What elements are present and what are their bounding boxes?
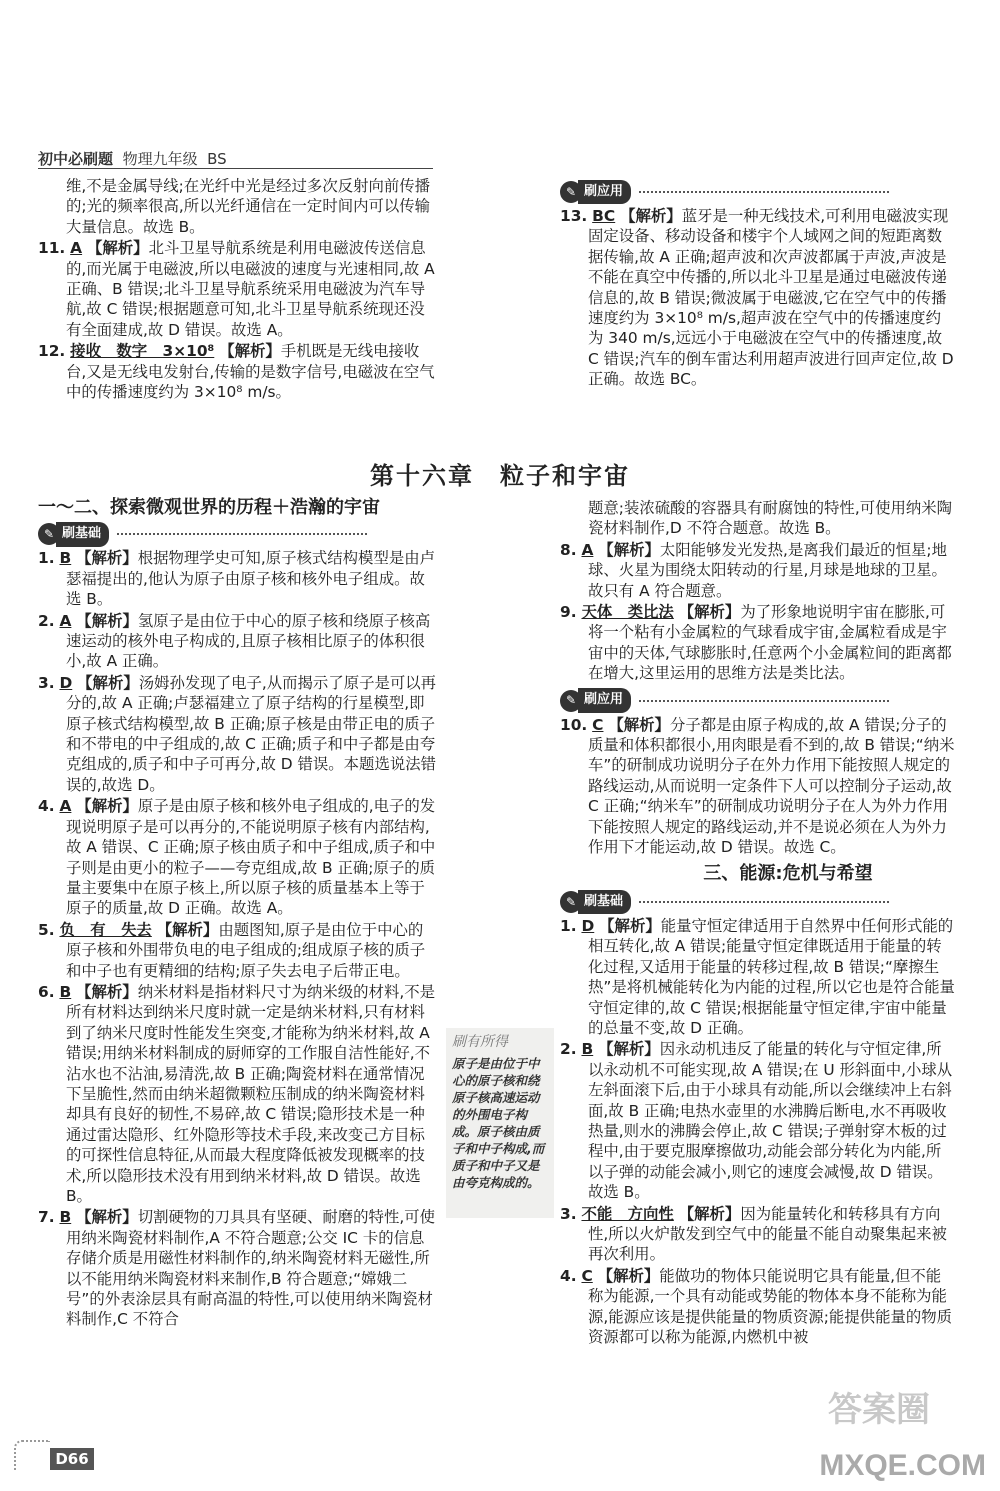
item-answer: B: [59, 549, 72, 568]
item-number: 1.: [38, 549, 55, 568]
answer-item: [560, 1204, 956, 1265]
item-number: 5.: [38, 920, 55, 939]
answer-item: [560, 1039, 956, 1202]
item-answer: BC: [592, 207, 616, 225]
chapter-title: 第十六章 粒子和宇宙: [370, 462, 630, 490]
watermark-logo: 答案圈: [828, 1390, 930, 1430]
item-number: 6.: [38, 982, 55, 1001]
brush-icon: ✎: [38, 523, 60, 545]
item-answer: C: [592, 715, 604, 734]
item-number: 13.: [560, 207, 588, 225]
item-answer: 负 有 失去: [59, 920, 152, 939]
item-answer: A: [581, 540, 594, 559]
answer-item: [560, 206, 956, 390]
item-answer: B: [581, 1040, 594, 1059]
right-top-items: [560, 206, 956, 390]
item-number: 4.: [560, 1266, 577, 1285]
item-number: 3.: [38, 673, 55, 692]
header-divider: [38, 168, 433, 169]
item-number: 12.: [38, 342, 66, 361]
analysis-label: 【解析】: [598, 1040, 660, 1059]
item-number: 2.: [560, 1040, 577, 1059]
item-number: 8.: [560, 540, 577, 559]
tag-basic: ✎ 刷基础: [38, 522, 367, 546]
item-answer: B: [59, 1208, 72, 1227]
watermark: MXQE.COM: [819, 1449, 986, 1482]
item-text: 因为能量转化和转移具有方向性,所以火炉散发到空气中的能量不能自动聚集起来被再次利用。: [588, 1204, 947, 1264]
answer-item: [560, 916, 956, 1038]
item-text: 能做功的物体只能说明它具有能量,但不能称为能源,一个具有动能或势能的物体本身不能称为能源,能源应该是提供能量的物质资源;能提供能量的物质资源都可以称为能源,内燃机中被: [588, 1266, 953, 1347]
item-text: 分子都是由原子构成的,故 A 错误;分子的质量和体积都很小,用肉眼是看不到的,故 B 错误;“纳米车”的研制成功说明分子在外力作用下能按照人规定的路线运动,从而说明一定条件下人可以控制分子运动,故 C 正确;“纳米车”的研制成功说明分子在人为外力作用下能按照人规定的路线运动,并不是说必须在人为外力作用下才能运动,故 D 错误。故选 C。: [588, 715, 955, 857]
item-text: 因永动机违反了能量的转化与守恒定律,所以永动机不可能实现,故 A 错误;在 U 形斜面中,小球从左斜面滚下后,由于小球具有动能,所以会继续冲上右斜面,故 B 正确;电热水壶里的水沸腾后断电,水不再吸收热量,则水的沸腾会停止,故 C 错误;子弹射穿木板的过程中,由于要克服摩擦做功,动能会部分转化为内能,所以子弹的动能会减小,则它的速度会减慢,故 D 错误。故选 B。: [588, 1040, 953, 1202]
item-number: 10.: [560, 715, 588, 734]
analysis-label: 【解析】: [597, 1266, 660, 1285]
side-note: [446, 1028, 554, 1218]
analysis-label: 【解析】: [76, 982, 138, 1001]
tag-apply-2: ✎ 刷应用: [560, 689, 889, 713]
right-top-column: [560, 176, 956, 391]
item-text: 根据物理学史可知,原子核式结构模型是由卢瑟福提出的,他认为原子由原子核和核外电子组成。故选 B。: [66, 549, 436, 609]
analysis-label: 【解析】: [678, 1204, 741, 1223]
item-text: 为了形象地说明宇宙在膨胀,可将一个粘有小金属粒的气球看成宇宙,金属粒看成是宇宙中的天体,气球膨胀时,任意两个小金属粒间的距离都在增大,这里运用的思维方法是类比法。: [588, 603, 952, 683]
item-text: 汤姆孙发现了电子,从而揭示了原子是可以再分的,故 A 正确;卢瑟福建立了原子结构的行星模型,即原子核式结构模型,故 B 正确;原子核是由带正电的质子和不带电的中子组成的,故 C 正确;质子和中子都是由夸克组成的,质子和中子可再分,故 D 错误。本题选说法错误的,故选 D。: [66, 673, 437, 794]
answer-item: [38, 238, 438, 340]
dotted-line: [639, 700, 889, 702]
item-text: 北斗卫星导航系统是利用电磁波传送信息的,而光属于电磁波,所以电磁波的速度与光速相同,故 A 正确、B 错误;北斗卫星导航系统采用电磁波为汽车导航,故 C 错误;根据题意可知,北斗卫星导航系统现还没有全面建成,故 D 错误。故选 A。: [66, 239, 435, 339]
item-text: 切割硬物的刀具具有坚硬、耐磨的特性,可使用纳米陶瓷材料制作,A 不符合题意;公交 IC 卡的信息存储介质是用磁性材料制作的,纳米陶瓷材料无磁性,所以不能用纳米陶瓷材料来制作,B 符合题意;“嫦娥二号”的外表涂层具有耐高温的特性,可以使用纳米陶瓷材料制作,C 不符合: [66, 1208, 436, 1329]
analysis-label: 【解析】: [77, 673, 139, 692]
item-answer: D: [59, 673, 73, 692]
item-number: 3.: [560, 1204, 577, 1223]
subject-name: 物理九年级: [122, 150, 198, 168]
answer-item: [560, 715, 956, 858]
item-answer: 接收 数字 3×10⁸: [70, 342, 215, 361]
book-name: 初中必刷题: [38, 150, 114, 168]
side-note-text: 原子是由位于中心的原子核和绕原子核高速运动的外围电子构成。原子核由质子和中子构成,而质子和中子又是由夸克构成的。: [452, 1056, 545, 1190]
answer-item: [560, 1266, 956, 1348]
item-answer: A: [59, 611, 72, 630]
left-top-column: [38, 176, 438, 403]
item-answer: 不能 方向性: [581, 1204, 674, 1223]
brush-icon: ✎: [560, 891, 582, 913]
analysis-label: 【解析】: [76, 797, 138, 816]
answer-item: [560, 540, 956, 601]
item-answer: D: [581, 916, 595, 935]
answer-item: [38, 176, 438, 237]
item-text: 蓝牙是一种无线技术,可利用电磁波实现固定设备、移动设备和楼宇个人域网之间的短距离数据传输,故 A 正确;超声波和次声波都属于声波,声波是不能在真空中传播的,所以北斗卫星是通过电磁波传递信息的,故 B 错误;微波属于电磁波,它在空气中的传播速度约为 3×10⁸ m/s,超声波在空气中的传播速度约为 340 m/s,远远小于电磁波在空气中的传播速度,故 C 错误;汽车的倒车雷达利用超声波进行回声定位,故 D 正确。故选 BC。: [588, 207, 954, 389]
item-text: 氢原子是由位于中心的原子核和绕原子核高速运动的核外电子构成的,且原子核相比原子的体积很小,故 A 正确。: [66, 611, 431, 671]
right-items-3: [560, 916, 956, 1348]
item-text: 纳米材料是指材料尺寸为纳米级的材料,不是所有材料达到纳米尺度时就一定是纳米材料,只有材料到了纳米尺度时性能发生突变,才能称为纳米材料,故 A 错误;用纳米材料制成的厨师穿的工作服自洁性能好,不沾水也不沾油,易清洗,故 B 正确;陶瓷材料在通常情况下呈脆性,然而由纳米超微颗粒压制成的纳米陶瓷材料却具有良好的韧性,不易碎,故 C 错误;隐形技术是一种通过雷达隐形、红外隐形等技术手段,来改变己方目标的可探性信息特征,从而最大程度降低被发现概率的技术,所以隐形技术没有用到纳米材料,故 D 错误。故选 B。: [66, 982, 436, 1205]
item-text: 能量守恒定律适用于自然界中任何形式能的相互转化,故 A 错误;能量守恒定律既适用于能量的转化过程,又适用于能量的转移过程,故 B 错误;“摩擦生热”是将机械能转化为内能的过程,所以它也是符合能量守恒定律的,故 C 错误;根据能量守恒定律,宇宙中能量的总量不变,故 D 正确。: [588, 916, 955, 1037]
item-answer: A: [70, 239, 83, 258]
tag-apply: ✎ 刷应用: [560, 180, 889, 204]
item-text: 太阳能够发光发热,是离我们最近的恒星;地球、火星为围绕太阳转动的行星,月球是地球的卫星。故只有 A 符合题意。: [588, 540, 947, 600]
page-number: D66: [50, 1448, 94, 1470]
item-answer: 天体 类比法: [581, 603, 674, 622]
item-number: 11.: [38, 239, 66, 258]
item-text: 维,不是金属导线;在光纤中光是经过多次反射向前传播的;光的频率很高,所以光纤通信在一定时间内可以传输大量信息。故选 B。: [66, 177, 431, 236]
item-number: 2.: [38, 611, 55, 630]
side-note-title: 刷有所得: [452, 1034, 508, 1050]
brush-icon: ✎: [560, 690, 582, 712]
right-items-1: [560, 498, 956, 684]
brush-icon: ✎: [560, 181, 582, 203]
section-title-1: 一～二、探索微观世界的历程＋浩瀚的宇宙: [38, 497, 380, 518]
answer-item: [38, 673, 438, 795]
answer-item: [38, 611, 438, 672]
dotted-line: [117, 533, 367, 535]
answer-item: [38, 341, 438, 402]
item-text: 由题图知,原子是由位于中心的原子核和外围带负电的电子组成的;组成原子核的质子和中子也有更精细的结构;原子失去电子后带正电。: [66, 920, 426, 980]
answer-item: [560, 602, 956, 684]
left-items: [38, 548, 438, 1329]
analysis-label: 【解析】: [678, 603, 741, 622]
analysis-label: 【解析】: [76, 1208, 138, 1227]
item-answer: C: [581, 1266, 593, 1285]
left-main-column: [38, 498, 438, 1331]
answer-item: [38, 982, 438, 1206]
analysis-label: 【解析】: [599, 916, 661, 935]
right-items-2: [560, 715, 956, 858]
dotted-line: [639, 191, 889, 193]
dotted-line: [639, 901, 889, 903]
analysis-label: 【解析】: [620, 207, 682, 225]
item-text: 手机既是无线电接收台,又是无线电发射台,传输的是数字信号,电磁波在空气中的传播速度约为 3×10⁸ m/s。: [66, 342, 435, 402]
item-text: 题意;装浓硫酸的容器具有耐腐蚀的特性,可使用纳米陶瓷材料制作,D 不符合题意。故选 B。: [588, 499, 953, 538]
answer-item: [560, 498, 956, 539]
tag-basic-2: ✎ 刷基础: [560, 890, 889, 914]
item-answer: A: [59, 797, 72, 816]
analysis-label: 【解析】: [87, 239, 149, 258]
item-number: 7.: [38, 1208, 55, 1227]
right-main-column: [560, 498, 956, 1348]
item-text: 原子是由原子核和核外电子组成的,电子的发现说明原子是可以再分的,不能说明原子核有内部结构,故 A 错误、C 正确;原子核由质子和中子组成,质子和中子则是由更小的粒子——夸克组成,故 B 正确;原子的质量主要集中在原子核上,所以原子核的质量基本上等于原子的质量,故 D 正确。故选 A。: [66, 797, 436, 918]
analysis-label: 【解析】: [598, 540, 660, 559]
answer-item: [38, 1207, 438, 1329]
analysis-label: 【解析】: [156, 920, 219, 939]
analysis-label: 【解析】: [76, 549, 138, 568]
answer-item: [38, 796, 438, 918]
edition: BS: [207, 150, 227, 168]
item-number: 1.: [560, 916, 577, 935]
answer-item: [38, 920, 438, 981]
analysis-label: 【解析】: [76, 611, 138, 630]
item-number: 9.: [560, 603, 577, 622]
section-title-3: 三、能源:危机与希望: [703, 862, 873, 884]
item-number: 4.: [38, 797, 55, 816]
running-header: [38, 148, 227, 169]
item-answer: B: [59, 982, 72, 1001]
analysis-label: 【解析】: [219, 342, 281, 361]
answer-item: [38, 548, 438, 609]
footer-decoration: [14, 1440, 50, 1470]
analysis-label: 【解析】: [608, 715, 670, 734]
